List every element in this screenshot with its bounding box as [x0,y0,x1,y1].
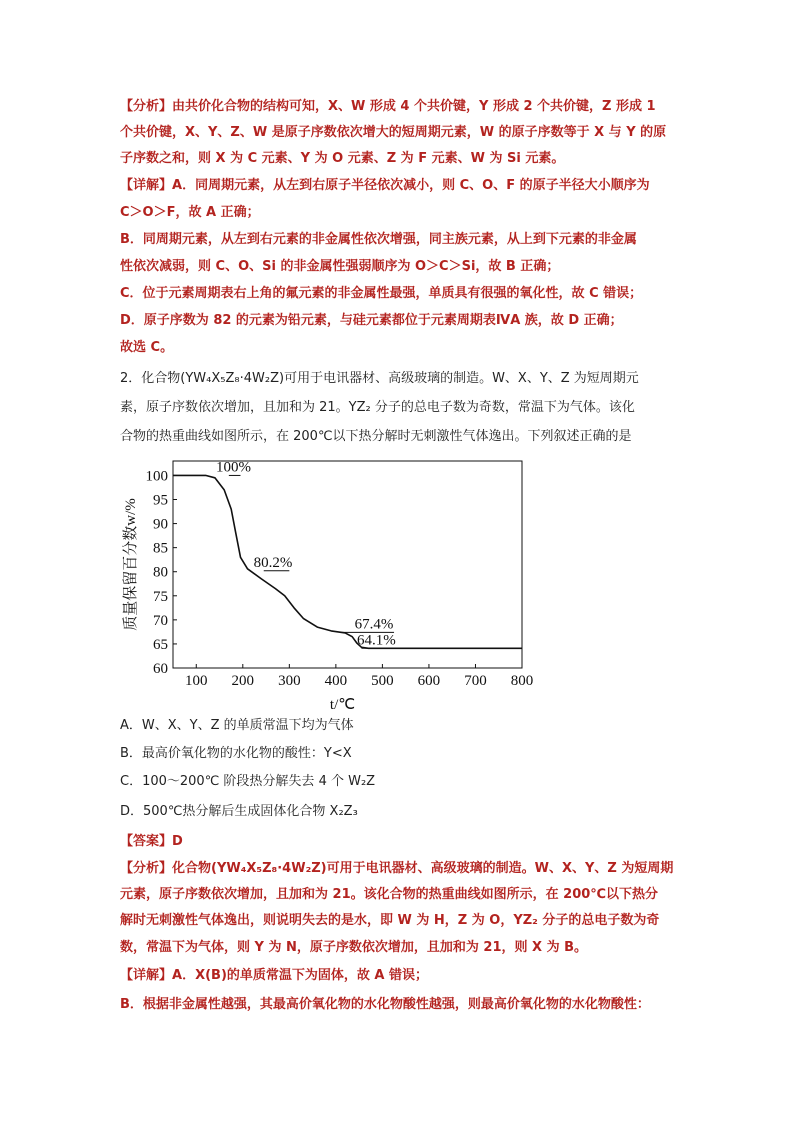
y-tick-label: 80 [153,564,168,581]
answer-value: D [172,834,183,849]
x-tick-label: 300 [278,673,301,689]
analysis-tag: 【分析】 [120,99,173,114]
answer2 [120,833,183,851]
x-tick-label: 700 [464,673,487,689]
detail1-line-b1: B．同周期元素，从左到右元素的非金属性依次增强，同主族元素，从上到下元素的非金属 [120,232,637,247]
x-tick-label: 100 [185,673,208,689]
detail1-line-a2: C＞O＞F，故 A 正确； [120,205,260,220]
detail1-line-a1: 【详解】A．同周期元素，从左到右原子半径依次减小，则 C、O、F 的原子半径大小顺序为 [120,178,650,193]
x-tick-label: 400 [324,673,348,689]
annotation-label: 80.2% [253,554,293,571]
detail-tag: 【详解】 [120,178,173,193]
y-tick-label: 90 [153,516,168,533]
option-d: D．500℃热分解后生成固体化合物 X₂Z₃ [120,804,358,819]
question-number: 2． [120,371,142,386]
x-tick-label: 600 [417,673,441,689]
y-tick-label: 60 [153,661,168,677]
annotation-label: 100% [215,459,251,476]
analysis2-line2: 元素，原子序数依次增加，且加和为 21。该化合物的热重曲线如图所示，在 200℃以下热分 [120,887,659,902]
option-a: A．W、X、Y、Z 的单质常温下均为气体 [120,718,354,733]
detail1-line-d1: D．原子序数为 82 的元素为铅元素，与硅元素都位于元素周期表ⅣA 族，故 D 正确； [120,313,623,328]
detail1-choose: 故选 C。 [120,340,174,355]
annotation-label: 64.1% [356,632,396,649]
compound-formula: (YW₄X₅Z₈·4W₂Z) [180,371,285,386]
detail1-line-b2: 性依次减弱，则 C、O、Si 的非金属性强弱顺序为 O＞C＞Si，故 B 正确； [120,259,560,274]
detail2-line-a: 【详解】A．X(B)的单质常温下为固体，故 A 错误； [120,968,429,983]
detail1-line-c1: C．位于元素周期表右上角的氟元素的非金属性最强，单质具有很强的氧化性，故 C 错误； [120,286,643,301]
y-tick-label: 65 [153,636,168,653]
x-axis-label: t/℃ [329,697,356,713]
analysis1-line2: 个共价键，X、Y、Z、W 是原子序数依次增大的短周期元素，W 的原子序数等于 X 与 Y 的原 [120,125,667,140]
question2-line3: 合物的热重曲线如图所示，在 200℃以下热分解时无刺激性气体逸出。下列叙述正确的是 [120,429,632,444]
analysis2-line3: 解时无刺激性气体逸出，则说明失去的是水，即 W 为 H，Z 为 O，YZ₂ 分子的总电子数为奇 [120,913,660,928]
option-c: C．100～200℃ 阶段热分解失去 4 个 W₂Z [120,774,376,789]
y-tick-label: 70 [153,612,168,629]
series-line [173,475,522,648]
answer-tag: 【答案】 [120,834,173,849]
question2-line1: 2．化合物(YW₄X₅Z₈·4W₂Z)可用于电讯器材、高级玻璃的制造。W、X、Y、Z 为短周期元 [120,371,639,386]
y-tick-label: 100 [145,468,168,485]
y-axis-label: 质量保留百分数w/% [123,498,139,631]
x-tick-label: 800 [510,673,534,689]
analysis1-line1: 【分析】由共价化合物的结构可知，X、W 形成 4 个共价键，Y 形成 2 个共价键，Z 形成 1 [120,99,656,114]
analysis1-line3: 子序数之和，则 X 为 C 元素、Y 为 O 元素、Z 为 F 元素、W 为 Si 元素。 [120,151,565,166]
detail2-line-b: B．根据非金属性越强，其最高价氧化物的水化物酸性越强，则最高价氧化物的水化物酸性： [120,997,650,1012]
y-tick-label: 85 [153,540,168,557]
x-tick-label: 200 [231,673,255,689]
y-tick-label: 95 [153,492,168,509]
option-b: B．最高价氧化物的水化物的酸性：Y<X [120,746,352,761]
x-tick-label: 500 [371,673,394,689]
analysis2-line4: 数，常温下为气体，则 Y 为 N，原子序数依次增加，且加和为 21，则 X 为 B。 [120,940,587,955]
question2-line2: 素，原子序数依次增加，且加和为 21。YZ₂ 分子的总电子数为奇数，常温下为气体。该化 [120,400,635,415]
annotation-label: 67.4% [354,616,394,633]
analysis2-line1: 【分析】化合物(YW₄X₅Z₈·4W₂Z)可用于电讯器材、高级玻璃的制造。W、X、Y、Z 为短周期 [120,861,674,876]
y-tick-label: 75 [153,588,168,605]
thermogravimetric-chart [118,455,543,720]
